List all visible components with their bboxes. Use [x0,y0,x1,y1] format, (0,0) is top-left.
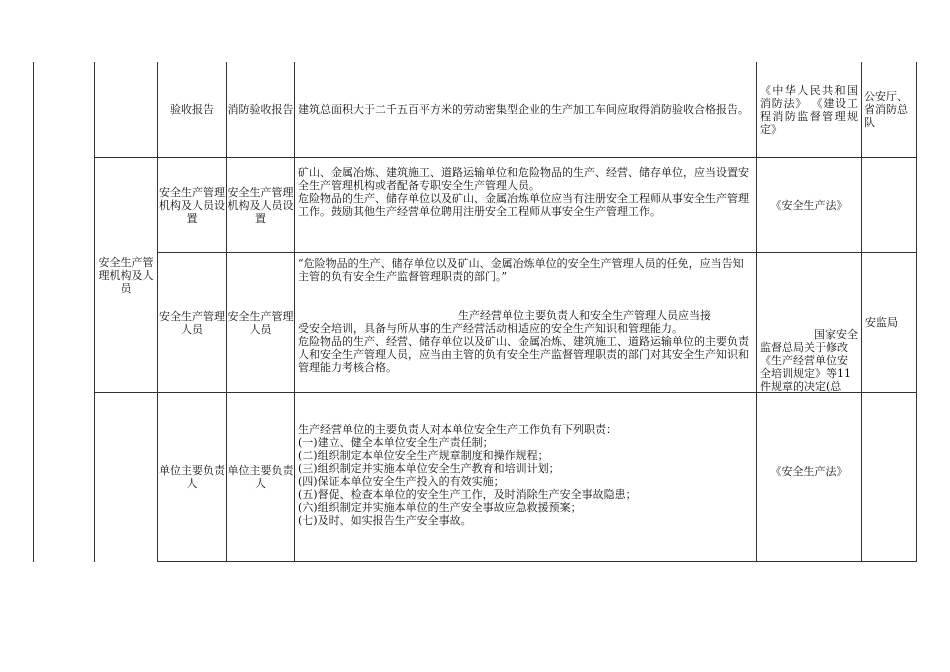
row4-requirement-line-7: (六)组织制定并实施本单位的生产安全事故应急救援预案； [298,501,582,514]
row3-requirement-p2-start: 生产经营单位主要负责人和安全生产管理人员应当接 [458,309,711,322]
row2-subitem-cell [227,158,294,252]
row4-requirement-line-6: (五)督促、检查本单位的安全生产工作，及时消除生产安全事故隐患； [298,488,637,501]
row2-requirement-line-1: 矿山、金属冶炼、建筑施工、道路运输单位和危险物品的生产、经营、储存单位，应当设置安全生产管理机构或者配备专职安全生产管理人员。 [298,166,749,192]
row3-basis-rest: 监督总局关于修改《生产经营单位安全培训规定》等11件规章的决定(总 [760,341,851,392]
row4-requirement-line-1: 生产经营单位的主要负责人对本单位安全生产工作负有下列职责： [298,423,617,436]
row3-basis-line-1: 国家安全 [814,328,858,341]
table-bottom-border [157,561,917,562]
row2-item: 安全生产管理机构及人员设置 [159,185,225,225]
row3-requirement-quote: “危险物品的生产、储存单位以及矿山、金属冶炼单位的安全生产管理人员的任免，应当告知主管的负有安全生产监督管理职责的部门。” [298,257,744,283]
row1-item-cell [158,62,226,157]
row4-subitem-cell [227,393,294,561]
row4-requirement-line-2: (一)建立、健全本单位安全生产责任制； [298,436,494,449]
row2-basis: 《安全生产法》 [770,198,848,212]
row4-basis: 《安全生产法》 [770,464,848,478]
row3-department-cell [862,253,916,392]
row3-subitem: 安全生产管理人员 [227,309,294,336]
row3-requirement-p3: 危险物品的生产、经营、储存单位以及矿山、金属冶炼、建筑施工、道路运输单位的主要负责人和安全生产管理人员，应当由主管的负有安全生产监督管理职责的部门对其安全生产知识和管理能力考核合格。 [298,335,749,374]
table-right-border [916,62,917,562]
row3-item: 安全生产管理人员 [159,309,225,336]
row1-basis-cell [757,62,861,157]
row1-basis: 《中华人民共和国消防法》 《建设工程消防监督管理规定》 [760,83,858,136]
row1-item: 验收报告 [170,103,214,116]
row3-subitem-cell [227,253,294,392]
row4-item-cell [158,393,226,561]
row3-requirement-p2-rest: 受安全培训，具备与所从事的生产经营活动相适应的安全生产知识和管理能力。 [298,322,683,335]
row1-subitem: 消防验收报告 [227,103,294,116]
outer-left-border [33,62,34,562]
row1-requirement: 建筑总面积大于二千五百平方米的劳动密集型企业的生产加工车间应取得消防验收合格报告。 [298,103,749,116]
row2-requirement-line-2: 危险物品的生产、储存单位以及矿山、金属冶炼单位应当有注册安全工程师从事安全生产管理工作。鼓励其他生产经营单位聘用注册安全工程师从事安全生产管理工作。 [298,192,749,218]
row3-department: 安监局 [865,316,898,329]
row1-subitem-cell [227,62,294,157]
row2-subitem: 安全生产管理机构及人员设置 [227,185,294,225]
row4-requirement-line-5: (四)保证本单位安全生产投入的有效实施； [298,475,505,488]
row3-requirement-cell [295,253,756,392]
row2-requirement-cell [295,158,756,252]
row1-department-cell [862,62,916,157]
row2-basis-cell [757,158,861,252]
category-label: 安全生产管理机构及人员 [98,255,154,295]
row4-requirement-cell [295,393,756,561]
row2-item-cell [158,158,226,252]
row4-item: 单位主要负责人 [159,464,225,490]
row3-basis-cell [757,253,861,392]
row1-department: 公安厅、省消防总队 [864,90,908,129]
row1-requirement-cell [295,62,756,157]
row4-basis-cell [757,393,861,549]
row3-item-cell [158,253,226,392]
row4-requirement-line-8: (七)及时、如实报告生产安全事故。 [298,514,472,527]
category-cell [95,158,157,392]
row4-subitem: 单位主要负责人 [227,464,294,490]
row4-requirement-line-3: (二)组织制定本单位安全生产规章制度和操作规程； [298,449,549,462]
row4-requirement-line-4: (三)组织制定并实施本单位安全生产教育和培训计划； [298,462,560,475]
